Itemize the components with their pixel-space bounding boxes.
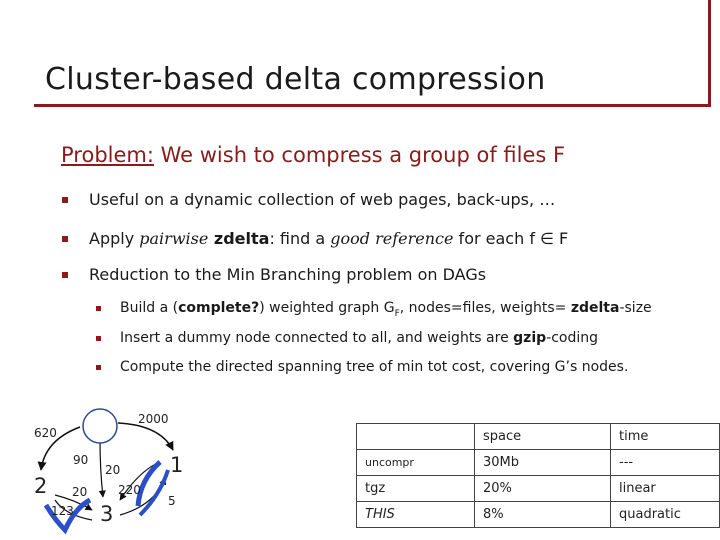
dummy-node [83, 409, 117, 443]
build-complete: complete? [178, 300, 260, 316]
weight-20-a: 20 [105, 463, 121, 477]
bullet-text: Reduction to the Min Branching problem on DAGs [89, 265, 487, 284]
insert-b: -coding [546, 330, 599, 346]
table-row [357, 502, 720, 528]
edge-dummy-to-1 [118, 423, 173, 450]
table-header-space: space [475, 424, 611, 450]
table-cell: 30Mb [475, 450, 611, 476]
table-cell [357, 424, 475, 450]
slide-title: Cluster-based delta compression [45, 62, 546, 97]
weight-220: 220 [118, 483, 141, 497]
build-zdelta: zdelta [570, 300, 620, 316]
apply-good-reference: good reference [330, 229, 454, 248]
table-cell: linear [611, 476, 720, 502]
weight-20-b: 20 [72, 485, 88, 499]
insert-gzip: gzip [513, 330, 547, 346]
apply-prefix: Apply [89, 229, 140, 248]
build-a: Build a ( [120, 300, 179, 316]
table-cell: THIS [357, 502, 475, 528]
weight-620: 620 [34, 426, 57, 440]
table-row [357, 450, 720, 476]
node-1-label: 1 [170, 453, 184, 477]
subbullet-text: Compute the directed spanning tree of min tot cost, covering G’s nodes. [120, 359, 629, 375]
table-row [357, 424, 720, 450]
table-cell: uncompr [357, 450, 475, 476]
apply-suffix: for each f ∈ F [453, 229, 569, 248]
table-row [357, 476, 720, 502]
apply-zdelta: zdelta [208, 229, 270, 248]
build-d: -size [619, 300, 652, 316]
table-cell: 20% [475, 476, 611, 502]
results-table [356, 423, 720, 528]
edge-dummy-to-3 [100, 440, 103, 497]
weight-2000: 2000 [138, 412, 169, 426]
weight-90: 90 [73, 453, 89, 467]
weight-5: 5 [168, 494, 176, 508]
build-b: ) weighted graph G [259, 300, 395, 316]
apply-pairwise: pairwise [139, 229, 209, 248]
insert-a: Insert a dummy node connected to all, and weights are [120, 330, 514, 346]
table-cell: 8% [475, 502, 611, 528]
table-header-time: time [611, 424, 720, 450]
table-cell: quadratic [611, 502, 720, 528]
build-sub: F [394, 308, 400, 319]
weight-123: 123 [51, 504, 74, 518]
table-cell: --- [611, 450, 720, 476]
problem-text: We wish to compress a group of files F [153, 143, 566, 167]
highlight-edge-1-end [140, 470, 168, 515]
apply-mid: : find a [269, 229, 331, 248]
build-c: , nodes=files, weights= [399, 300, 571, 316]
node-3-label: 3 [100, 502, 114, 526]
node-2-label: 2 [34, 474, 48, 498]
problem-label: Problem: [61, 143, 154, 167]
table-cell: tgz [357, 476, 475, 502]
bullet-text: Useful on a dynamic collection of web pages, back-ups, … [89, 190, 556, 209]
